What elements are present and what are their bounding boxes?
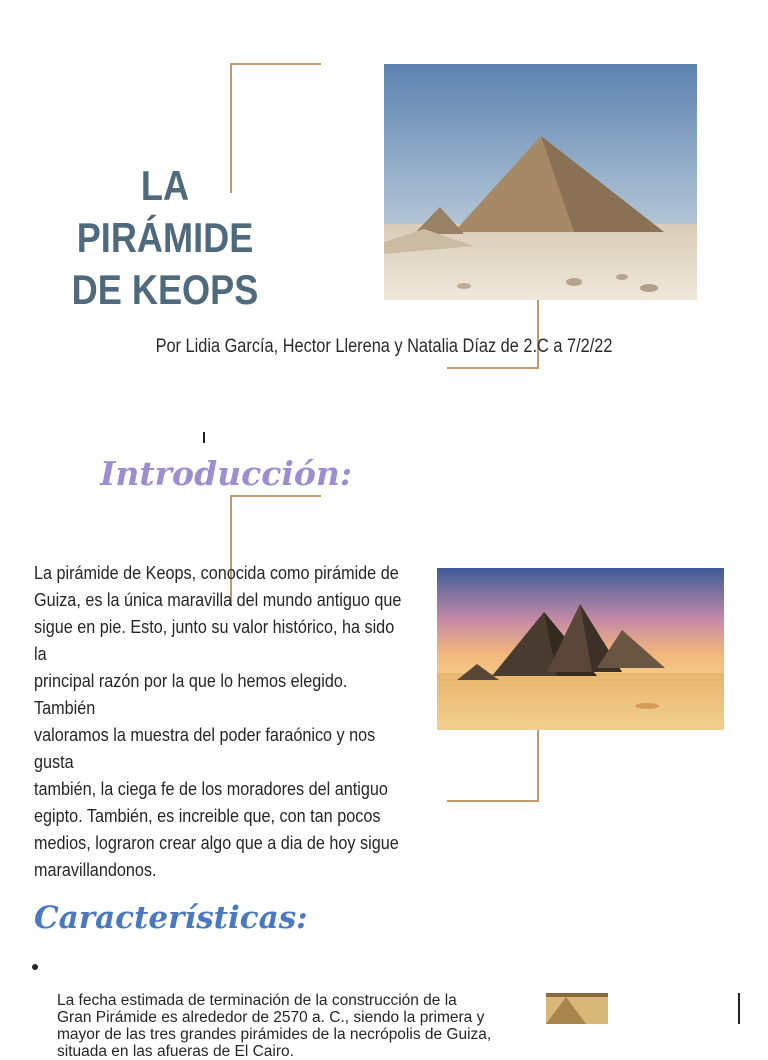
list-item-text: La fecha estimada de terminación de la construcción de la Gran Pirámide es alrededor de 2570 a. C., siendo la primera y mayor de las tres grandes pirámides de la necrópolis de Guiza, situada en las afueras de El Cairo.	[57, 992, 492, 1060]
intro-heading: Introducción:	[100, 454, 353, 493]
title-line-2: DE KEOPS	[71, 266, 259, 313]
intro-paragraph: La pirámide de Keops, conocida como pirámide de Guiza, es la única maravilla del mundo antiguo que sigue en pie. Esto, junto su valor histórico, ha sido la principal razón por la que lo hemos elegido. También valoramos la muestra del poder faraónico y nos gusta también, la ciega fe de los moradores del antiguo egipto. También, es increible que, con tan pocos medios, lograron crear algo que a dia de hoy sigue maravillandonos.	[34, 563, 402, 880]
pyramid-photo	[384, 64, 697, 300]
pyramid-photo-graphic	[384, 64, 697, 300]
characteristics-list	[30, 958, 540, 1060]
sunset-photo-graphic	[437, 568, 724, 730]
bullet-icon	[32, 964, 38, 970]
edge-mark	[738, 993, 740, 1024]
list-item	[30, 958, 540, 1060]
cursor-mark	[203, 432, 205, 443]
authors-line: Por Lidia García, Hector Llerena y Natalia Díaz de 2.C a 7/2/22	[155, 336, 613, 357]
accent-line	[537, 298, 539, 369]
page-title	[58, 160, 273, 316]
accent-line	[447, 367, 539, 369]
accent-line	[447, 800, 539, 802]
partial-photo-graphic	[546, 993, 608, 1024]
characteristics-heading: Características:	[34, 900, 308, 936]
sunset-pyramids-photo	[437, 568, 724, 730]
title-line-1: LA PIRÁMIDE	[76, 162, 254, 261]
accent-line	[537, 730, 539, 802]
partial-photo	[546, 993, 608, 1024]
accent-line	[230, 495, 321, 497]
accent-line	[230, 63, 321, 65]
